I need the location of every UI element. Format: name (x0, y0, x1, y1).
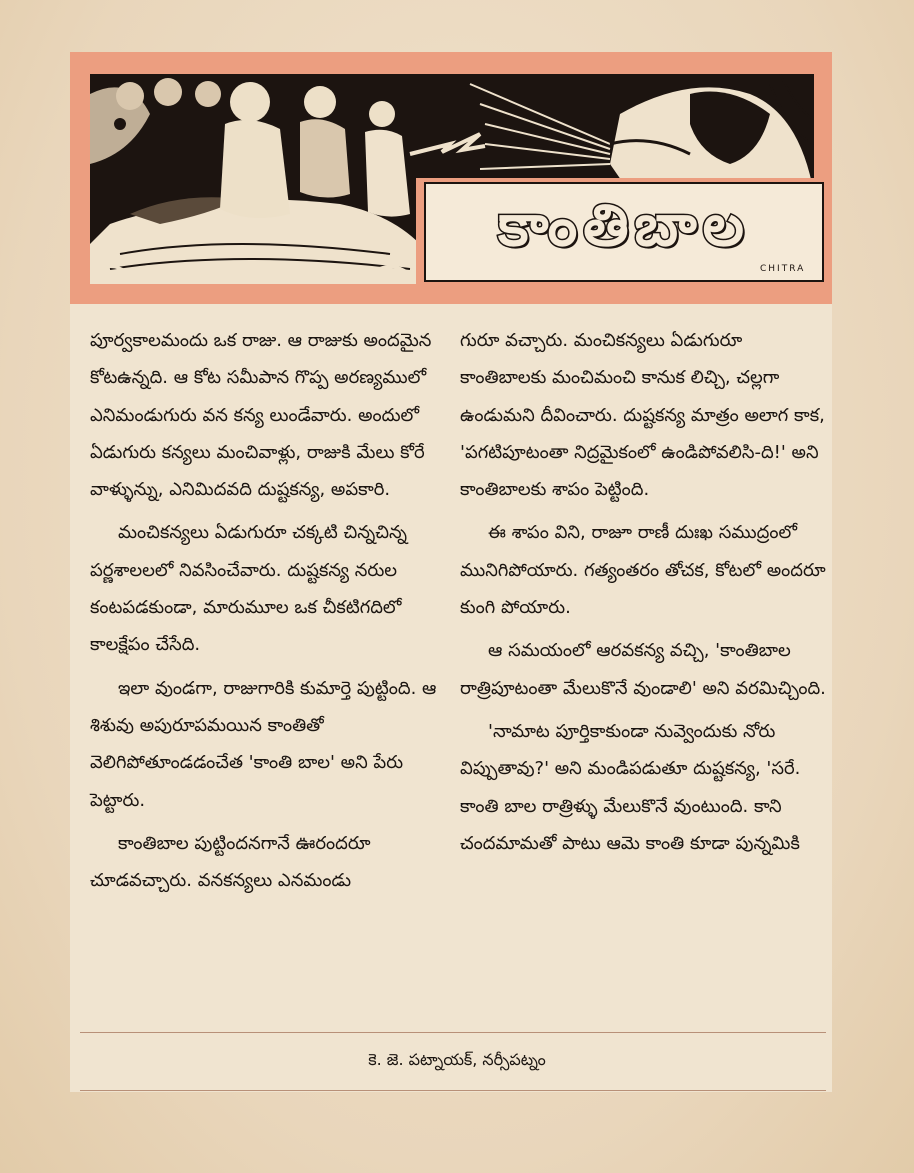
paragraph: పూర్వకాలమందు ఒక రాజు. ఆ రాజుకు అందమైన కోటఉన్నది. ఆ కోట సమీపాన గొప్ప అరణ్యములో ఎనిమండుగురు వన కన్య లుండేవారు. అందులో ఏడుగురు కన్యలు మంచివాళ్లు, రాజుకి మేలు కోరే వాళ్ళున్ను, ఎనిమిదవది దుష్టకన్య, అపకారి. (90, 330, 432, 501)
left-column (90, 322, 462, 905)
paragraph: 'నామాట పూర్తికాకుండా నువ్వెందుకు నోరు విప్పుతావు?' అని మండిపడుతూ దుష్టకన్య, 'సరే. కాంతి బాల రాత్రిళ్ళు మేలుకొనే వుంటుంది. కాని చందమామతో పాటు ఆమె కాంతి కూడా పున్నమికి (460, 720, 801, 854)
paragraph: ఈ శాపం విని, రాజూ రాణీ దుఃఖ సముద్రంలో మునిగిపోయారు. గత్యంతరం తోచక, కోటలో అందరూ కుంగి పోయారు. (460, 522, 826, 619)
artist-credit: CHITRA (760, 264, 806, 274)
right-column (460, 322, 832, 868)
author-byline: కె. జె. పట్నాయక్, నర్సీపట్నం (368, 1050, 546, 1069)
paragraph: గురూ వచ్చారు. మంచికన్యలు ఏడుగురూ కాంతిబాలకు మంచిమంచి కానుక లిచ్చి, చల్లగా ఉండుమని దీవించారు. దుష్టకన్య మాత్రం అలాగ కాక, 'పగటిపూటంతా నిద్రమైకంలో ఉండిపోవలిసి-ది!' అని కాంతిబాలకు శాపం పెట్టింది. (460, 330, 825, 501)
paragraph: ఆ సమయంలో ఆరవకన్య వచ్చి, 'కాంతిబాల రాత్రిపూటంతా మేలుకొనే వుండాలి' అని వరమిచ్చింది. (460, 640, 826, 699)
page-title: కాంతిబాల (498, 190, 750, 259)
footer-rule-top (80, 1032, 826, 1033)
paragraph: కాంతిబాల పుట్టిందనగానే ఊరందరూ చూడవచ్చారు. వనకన్యలు ఎనమండు (90, 832, 371, 892)
paragraph: మంచికన్యలు ఏడుగురూ చక్కటి చిన్నచిన్న పర్ణశాలలలో నివసించేవారు. దుష్టకన్య నరుల కంటపడకుండా, మారుమూల ఒక చీకటిగదిలో కాలక్షేపం చేసేది. (90, 522, 407, 656)
footer-rule-bottom (80, 1090, 826, 1091)
paragraph: ఇలా వుండగా, రాజుగారికి కుమార్తె పుట్టింది. ఆ శిశువు అపురూపమయిన కాంతితో వెలిగిపోతూండడంచేత 'కాంతి బాల' అని పేరు పెట్టారు. (90, 677, 437, 811)
